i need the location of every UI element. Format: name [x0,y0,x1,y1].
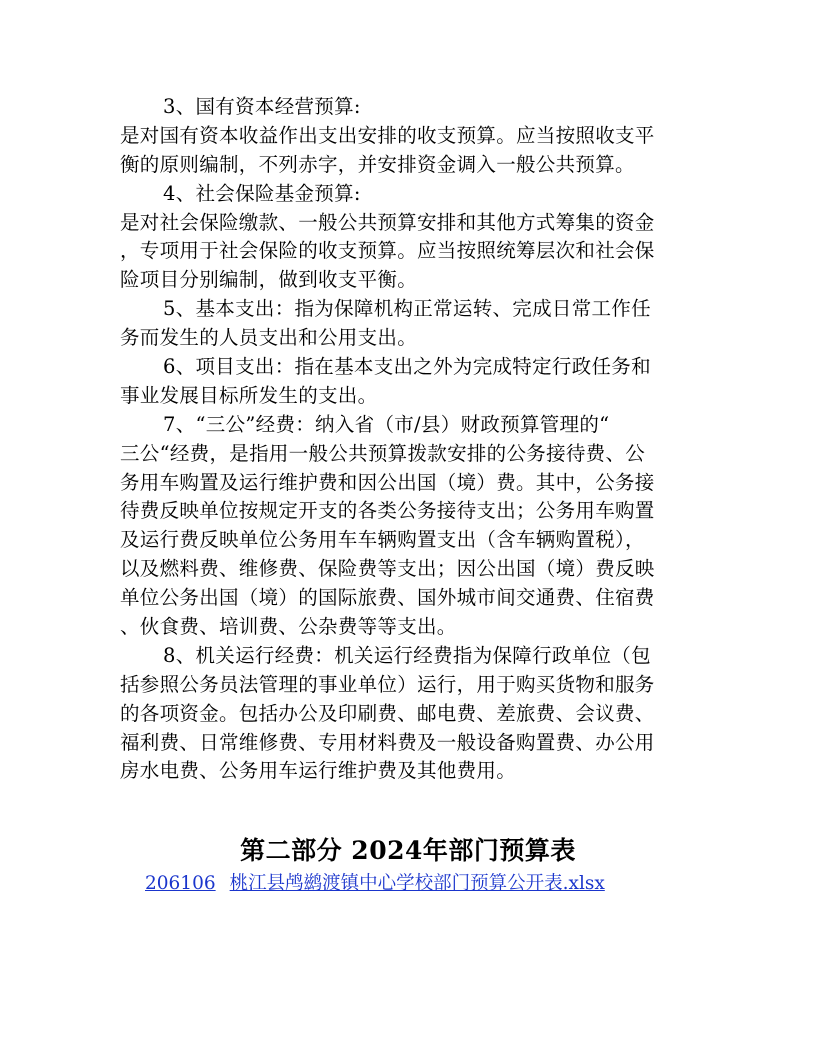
attachment-link[interactable] [145,871,605,897]
paragraph-heading: 3、国有资本经营预算: [163,95,361,118]
paragraph-line: 及运行费反映单位公务用车车辆购置支出（含车辆购置税）， [120,528,645,552]
paragraph-line: 以及燃料费、维修费、保险费等支出；因公出国（境）费反映 [120,557,655,581]
paragraph-line: 6、项目支出：指在基本支出之外为完成特定行政任务和 [163,355,651,379]
paragraph-line: ，专项用于社会保险的收支预算。应当按照统筹层次和社会保 [120,239,655,263]
paragraph-line: 务用车购置及运行维护费和因公出国（境）费。其中，公务接 [120,470,655,494]
paragraph-line: 务而发生的人员支出和公用支出。 [120,326,418,350]
paragraph-line: 单位公务出国（境）的国际旅费、国外城市间交通费、住宿费 [120,586,655,610]
body-text [120,93,704,786]
paragraph-line: 事业发展目标所发生的支出。 [120,383,378,407]
paragraph-line: 是对国有资本收益作出支出安排的收支预算。应当按照收支平 [120,123,655,147]
attachment-code: 206106 [145,873,216,894]
paragraph-line: 衡的原则编制，不列赤字，并安排资金调入一般公共预算。 [120,152,635,176]
paragraph-line: 福利费、日常维修费、专用材料费及一般设备购置费、办公用 [120,730,655,754]
paragraph-line: 的各项资金。包括办公及印刷费、邮电费、差旅费、会议费、 [120,701,655,725]
attachment-filename: 桃江县鸬鹚渡镇中心学校部门预算公开表.xlsx [229,873,605,894]
section-title: 第二部分 2024年部门预算表 [240,836,576,865]
paragraph-line: 待费反映单位按规定开支的各类公务接待支出；公务用车购置 [120,499,655,523]
paragraph-line: 5、基本支出：指为保障机构正常运转、完成日常工作任 [163,297,651,321]
paragraph-line: 8、机关运行经费：机关运行经费指为保障行政单位（包 [163,643,651,667]
paragraph-line: 房水电费、公务用车运行维护费及其他费用。 [120,759,517,783]
paragraph-line: 三公“经费，是指用一般公共预算拨款安排的公务接待费、公 [120,441,646,465]
paragraph-line: 、伙食费、培训费、公杂费等等支出。 [120,615,457,639]
paragraph-line: 险项目分别编制，做到收支平衡。 [120,268,418,292]
paragraph-line: 括参照公务员法管理的事业单位）运行，用于购买货物和服务 [120,672,655,696]
paragraph-line: 是对社会保险缴款、一般公共预算安排和其他方式筹集的资金 [120,210,655,234]
paragraph-line: 7、“三公”经费：纳入省（市/县）财政预算管理的“ [163,412,610,436]
paragraph-heading: 4、社会保险基金预算: [163,181,361,205]
